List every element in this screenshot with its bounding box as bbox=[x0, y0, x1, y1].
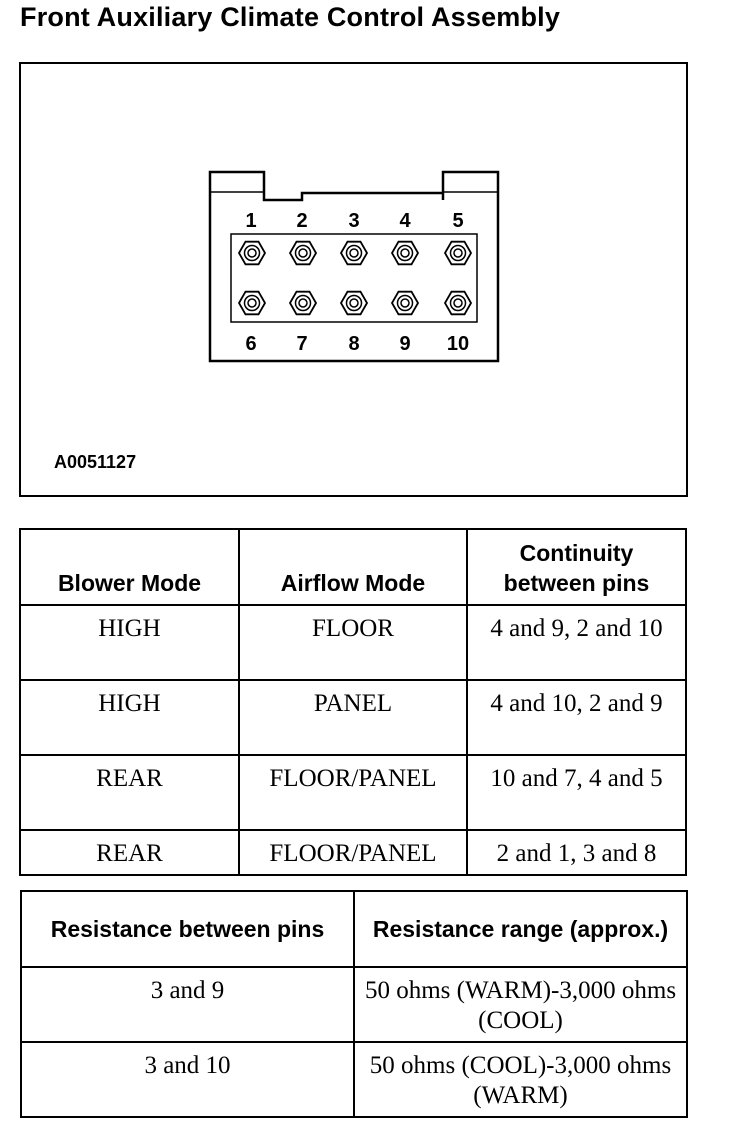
table-row bbox=[20, 680, 686, 755]
pin-terminal-2 bbox=[290, 242, 316, 265]
table-row bbox=[20, 605, 686, 680]
pin-label-1: 1 bbox=[245, 210, 257, 232]
cell-airflow-mode: PANEL bbox=[239, 680, 467, 755]
cell-continuity: 2 and 1, 3 and 8 bbox=[467, 830, 686, 875]
table-header-row bbox=[20, 529, 686, 605]
pin-label-7: 7 bbox=[296, 333, 308, 355]
cell-airflow-mode: FLOOR/PANEL bbox=[239, 830, 467, 875]
cell-continuity: 10 and 7, 4 and 5 bbox=[467, 755, 686, 830]
table-row bbox=[20, 830, 686, 875]
pin-terminal-3 bbox=[341, 242, 367, 265]
continuity-table bbox=[19, 528, 687, 876]
pin-terminal-4 bbox=[392, 242, 418, 265]
pin-terminal-8 bbox=[341, 292, 367, 315]
pin-label-2: 2 bbox=[296, 210, 308, 232]
pin-label-4: 4 bbox=[399, 210, 411, 232]
figure-id: A0051127 bbox=[54, 452, 137, 472]
cell-airflow-mode: FLOOR bbox=[239, 605, 467, 680]
cell-blower-mode: HIGH bbox=[20, 680, 239, 755]
table-row bbox=[21, 1042, 687, 1117]
connector-figure bbox=[19, 62, 688, 497]
cell-airflow-mode: FLOOR/PANEL bbox=[239, 755, 467, 830]
cell-continuity: 4 and 10, 2 and 9 bbox=[467, 680, 686, 755]
page-title: Front Auxiliary Climate Control Assembly bbox=[20, 2, 561, 32]
cell-blower-mode: REAR bbox=[20, 755, 239, 830]
header-continuity: Continuity between pins bbox=[467, 529, 686, 605]
pin-terminal-1 bbox=[239, 242, 265, 265]
cell-blower-mode: REAR bbox=[20, 830, 239, 875]
cell-resistance-range: 50 ohms (COOL)-3,000 ohms (WARM) bbox=[354, 1042, 687, 1117]
connector-diagram bbox=[21, 64, 686, 495]
pin-label-9: 9 bbox=[399, 333, 411, 355]
header-blower-mode: Blower Mode bbox=[20, 529, 239, 605]
resistance-table bbox=[20, 890, 688, 1118]
table-header-row bbox=[21, 891, 687, 967]
cell-resistance-pins: 3 and 9 bbox=[21, 967, 354, 1042]
header-airflow-mode: Airflow Mode bbox=[239, 529, 467, 605]
pin-label-8: 8 bbox=[348, 333, 360, 355]
pin-terminals bbox=[239, 242, 471, 315]
pin-label-3: 3 bbox=[348, 210, 360, 232]
cell-resistance-range: 50 ohms (WARM)-3,000 ohms (COOL) bbox=[354, 967, 687, 1042]
pin-label-5: 5 bbox=[452, 210, 464, 232]
pin-field bbox=[231, 234, 477, 322]
pin-terminal-7 bbox=[290, 292, 316, 315]
pin-terminal-10 bbox=[445, 292, 471, 315]
pin-terminal-5 bbox=[445, 242, 471, 265]
pin-terminal-9 bbox=[392, 292, 418, 315]
cell-continuity: 4 and 9, 2 and 10 bbox=[467, 605, 686, 680]
cell-resistance-pins: 3 and 10 bbox=[21, 1042, 354, 1117]
pin-label-6: 6 bbox=[245, 333, 257, 355]
header-resistance-pins: Resistance between pins bbox=[21, 891, 354, 967]
pin-label-10: 10 bbox=[446, 333, 470, 355]
cell-blower-mode: HIGH bbox=[20, 605, 239, 680]
table-row bbox=[20, 755, 686, 830]
pin-terminal-6 bbox=[239, 292, 265, 315]
header-resistance-range: Resistance range (approx.) bbox=[354, 891, 687, 967]
table-row bbox=[21, 967, 687, 1042]
